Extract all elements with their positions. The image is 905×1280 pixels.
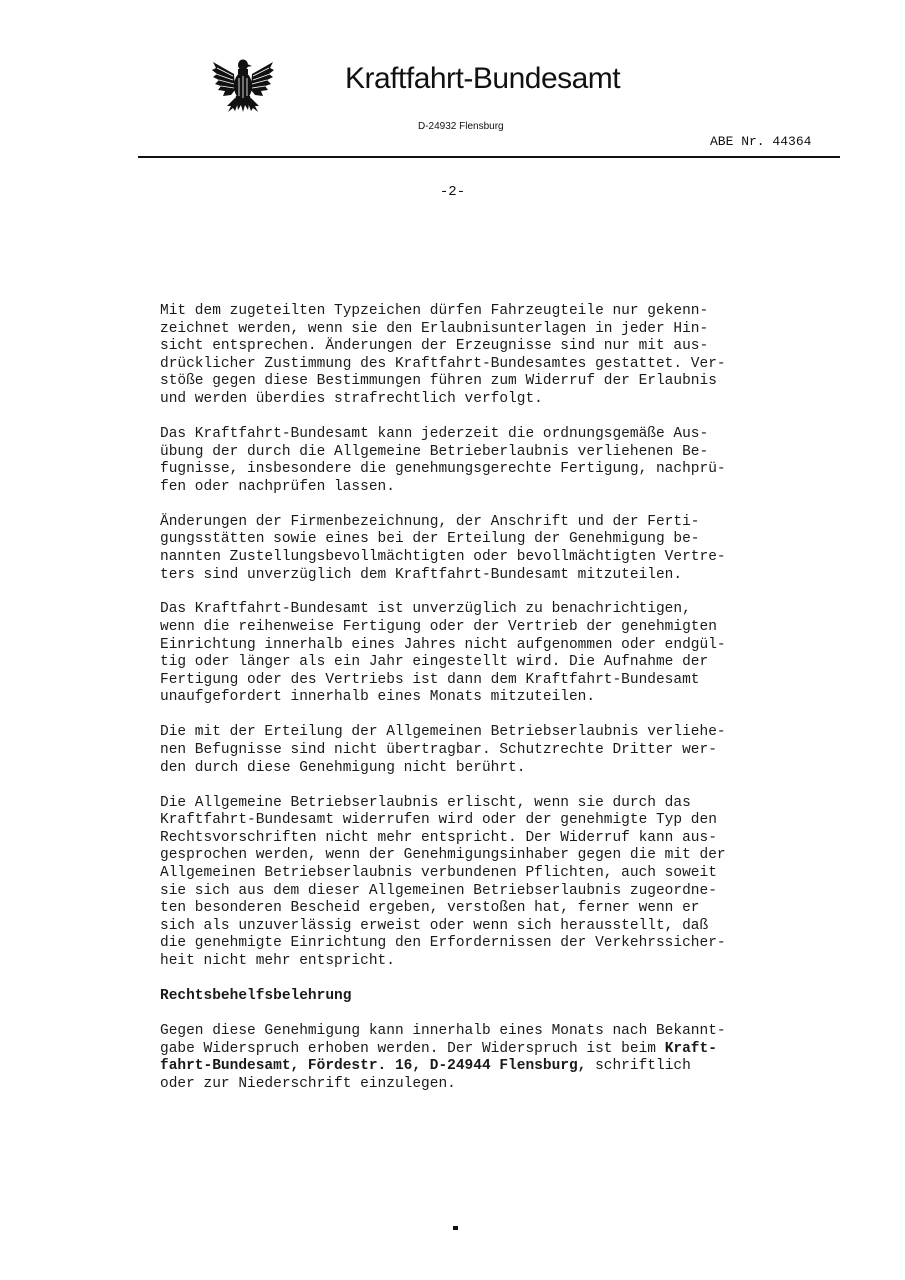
paragraph-changes: Änderungen der Firmenbezeichnung, der Anschrift und der Ferti- gungsstätten sowie eines bei der Erteilung der Genehmigung be- nannten Zustellungsbevollmächtigten oder bevollmächtigten Vertre- ters sind unverzüglich dem Kraftfahrt-Bundesamt mitzuteilen.	[160, 513, 726, 583]
city-line: D-24932 Flensburg	[418, 121, 504, 132]
paragraph-transferability: Die mit der Erteilung der Allgemeinen Betriebserlaubnis verliehe- nen Befugnisse sind nicht übertragbar. Schutzrechte Dritter wer- den durch diese Genehmigung nicht berührt.	[160, 724, 726, 776]
document-body	[160, 303, 850, 1111]
paragraph-notification: Das Kraftfahrt-Bundesamt ist unverzüglich zu benachrichtigen, wenn die reihenweise Fertigung oder der Vertrieb der genehmigten Einrichtung innerhalb eines Jahres nicht aufgenommen oder endgül- tig oder länger als ein Jahr eingestellt wird. Die Aufnahme der Fertigung oder des Vertriebs ist dann dem Kraftfahrt-Bundesamt unaufgefordert innerhalb eines Monats mitzuteilen.	[160, 601, 726, 706]
federal-eagle-icon	[211, 56, 275, 120]
page-number: -2-	[439, 184, 466, 200]
paragraph-type-mark: Mit dem zugeteilten Typzeichen dürfen Fahrzeugteile nur gekenn- zeichnet werden, wenn sie den Erlaubnisunterlagen in jeder Hin- sicht entsprechen. Änderungen der Erzeugnisse sind nur mit aus- drücklicher Zustimmung des Kraftfahrt-Bundesamtes gestattet. Ver- stöße gegen diese Bestimmungen führen zum Widerruf der Erlaubnis und werden überdies strafrechtlich verfolgt.	[160, 303, 726, 407]
paragraph-expiry: Die Allgemeine Betriebserlaubnis erlischt, wenn sie durch das Kraftfahrt-Bundesamt widerrufen wird oder der genehmigte Typ den Rechtsvorschriften nicht mehr entspricht. Der Widerruf kann aus- gesprochen werden, wenn der Genehmigungsinhaber gegen die mit der Allgemeinen Betriebserlaubnis verbundenen Pflichten, auch soweit sie sich aus dem dieser Allgemeinen Betriebserlaubnis zugeordne- ten besonderen Bescheid ergeben, verstoßen hat, ferner wenn er sich als unzuverlässig erweist oder wenn sich herausstellt, daß die genehmigte Einrichtung den Erfordernissen der Verkehrssicher- heit nicht mehr entspricht.	[160, 794, 726, 969]
remedy-text-start: Gegen diese Genehmigung kann innerhalb eines Monats nach Bekannt- gabe Widerspruch erhoben werden. Der Widerspruch ist beim	[160, 1022, 726, 1057]
agency-name: Kraftfahrt-Bundesamt	[345, 62, 621, 95]
paragraph-inspection: Das Kraftfahrt-Bundesamt kann jederzeit die ordnungsgemäße Aus- übung der durch die Allgemeine Betrieberlaubnis verliehenen Be- fugnisse, insbesondere die genehmungsgerechte Fertigung, nachprü- fen oder nachprüfen lassen.	[160, 425, 726, 495]
scan-speck	[453, 1226, 458, 1230]
abe-number: ABE Nr. 44364	[710, 134, 812, 149]
remedy-text-end: schriftlich oder zur Niederschrift einzulegen.	[160, 1058, 691, 1092]
header-divider	[138, 156, 840, 158]
remedy-address: Kraft- fahrt-Bundesamt, Fördestr. 16, D-24944 Flensburg,	[160, 1040, 717, 1075]
remedy-paragraph	[160, 1023, 850, 1093]
remedy-heading: Rechtsbehelfsbelehrung	[160, 987, 352, 1004]
